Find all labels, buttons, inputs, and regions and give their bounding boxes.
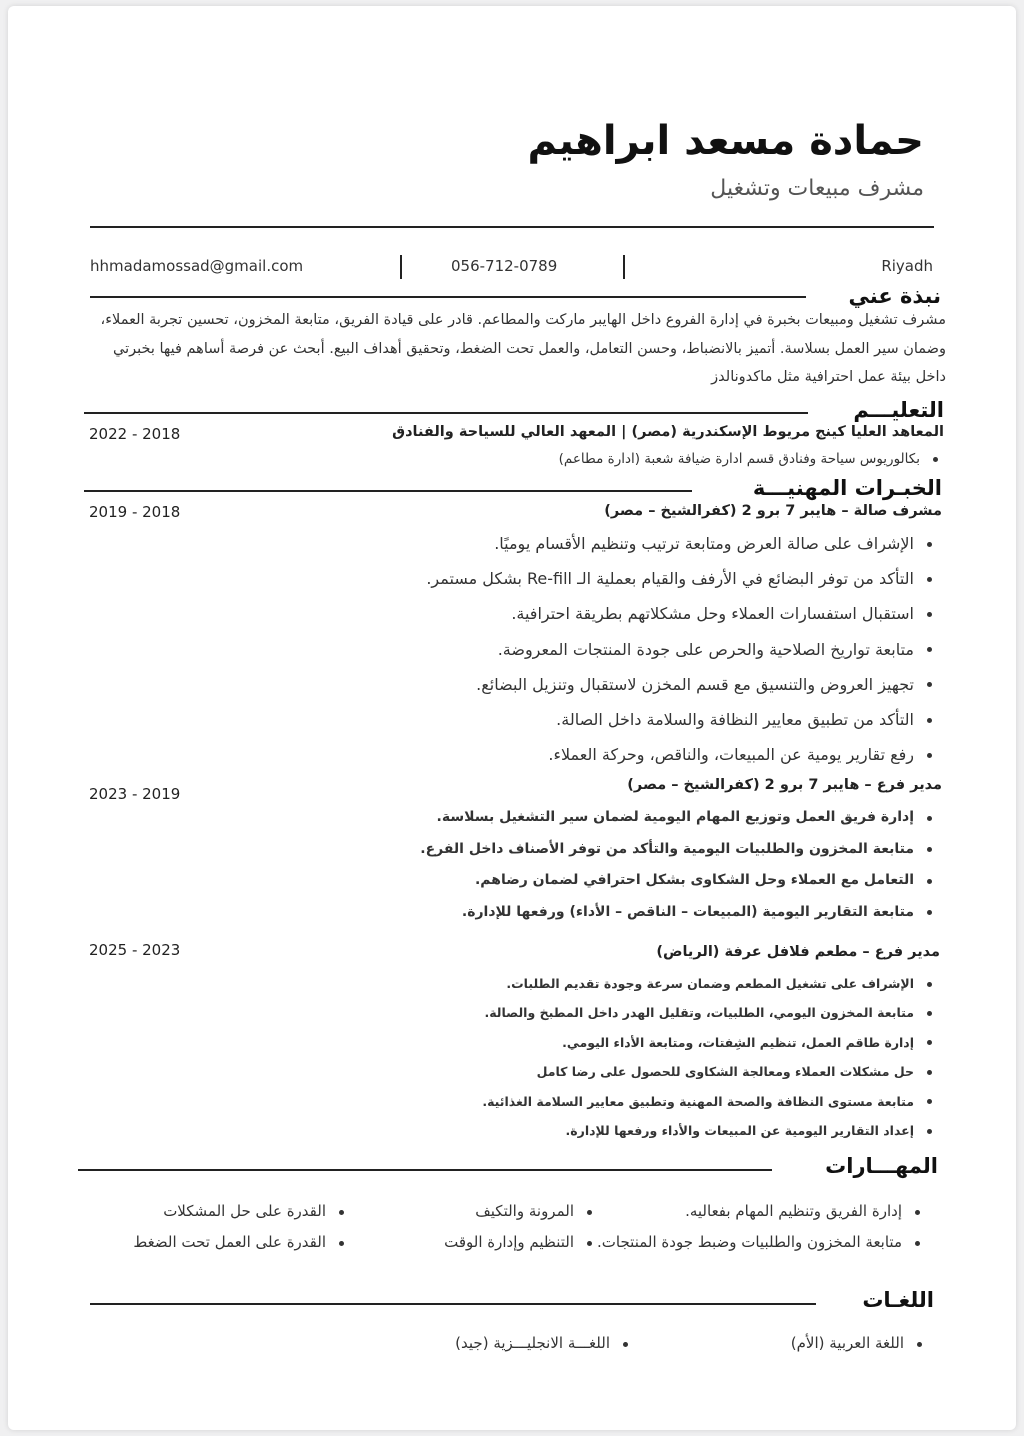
task-item: الإشراف على تشغيل المطعم وضمان سرعة وجودة تقديم الطلبات. xyxy=(482,969,938,998)
skills-column xyxy=(398,1196,598,1258)
contact-separator xyxy=(400,255,402,279)
job-title: مشرف مبيعات وتشغيل xyxy=(710,176,924,201)
job-tasks xyxy=(426,526,938,772)
job-tasks xyxy=(420,802,938,928)
contact-separator xyxy=(623,255,625,279)
task-item: التأكد من توفر البضائع في الأرفف والقيام بعملية الـ Re-fill بشكل مستمر. xyxy=(426,561,938,596)
task-item: التأكد من تطبيق معايير النظافة والسلامة داخل الصالة. xyxy=(426,702,938,737)
skill-item: القدرة على حل المشكلات xyxy=(90,1196,350,1227)
about-title: نبذة عني xyxy=(848,284,941,308)
job-role: مدير فرع – هايبر 7 برو 2 (كفرالشيخ – مصر) xyxy=(627,777,942,793)
education-divider xyxy=(84,412,808,414)
skill-item: المرونة والتكيف xyxy=(398,1196,598,1227)
task-item: تجهيز العروض والتنسيق مع قسم المخزن لاستقبال وتنزيل البضائع. xyxy=(426,667,938,702)
language-item: اللغة العربية (الأم) xyxy=(791,1328,928,1359)
skills-column xyxy=(90,1196,350,1258)
skills-title: المهـــارات xyxy=(825,1154,938,1178)
education-degree-list xyxy=(559,448,944,470)
resume-page xyxy=(8,6,1016,1430)
header-divider xyxy=(90,226,934,228)
task-item: إعداد التقارير اليومية عن المبيعات والأداء ورفعها للإدارة. xyxy=(482,1116,938,1145)
education-institution: المعاهد العليا كينج مريوط الإسكندرية (مصر) | المعهد العالي للسياحة والفنادق xyxy=(392,424,944,440)
task-item: متابعة مستوى النظافة والصحة المهنية وتطبيق معايير السلامة الغذائية. xyxy=(482,1087,938,1116)
languages-title: اللغـات xyxy=(862,1288,934,1312)
skill-item: التنظيم وإدارة الوقت xyxy=(398,1227,598,1258)
job-date: 2019 - 2018 xyxy=(89,503,181,521)
job-role: مدير فرع – مطعم فلافل عرفة (الرياض) xyxy=(656,944,940,960)
task-item: الإشراف على صالة العرض ومتابعة ترتيب وتنظيم الأقسام يوميًا. xyxy=(426,526,938,561)
job-tasks xyxy=(482,969,938,1145)
skill-item: القدرة على العمل تحت الضغط xyxy=(90,1227,350,1258)
task-item: متابعة التقارير اليومية (المبيعات – الناقص – الأداء) ورفعها للإدارة. xyxy=(420,897,938,929)
candidate-name: حمادة مسعد ابراهيم xyxy=(527,118,924,164)
languages-divider xyxy=(90,1303,816,1305)
task-item: حل مشكلات العملاء ومعالجة الشكاوى للحصول على رضا كامل xyxy=(482,1057,938,1086)
experience-title: الخبـرات المهنيـــة xyxy=(752,476,942,500)
about-divider xyxy=(90,296,806,298)
task-item: استقبال استفسارات العملاء وحل مشكلاتهم بطريقة احترافية. xyxy=(426,596,938,631)
education-degree: بكالوريوس سياحة وفنادق قسم ادارة ضيافة شعبة (ادارة مطاعم) xyxy=(559,448,944,470)
education-date: 2022 - 2018 xyxy=(89,425,181,443)
skill-item: متابعة المخزون والطلبيات وضبط جودة المنتجات. xyxy=(636,1227,926,1258)
job-date: 2023 - 2019 xyxy=(89,785,181,803)
skills-divider xyxy=(78,1169,772,1171)
task-item: متابعة المخزون اليومي، الطلبيات، وتقليل الهدر داخل المطبخ والصالة. xyxy=(482,998,938,1027)
language-item: اللغـــة الانجليـــزية (جيد) xyxy=(455,1328,634,1359)
job-date: 2025 - 2023 xyxy=(89,941,181,959)
skill-item: إدارة الفريق وتنظيم المهام بفعاليه. xyxy=(636,1196,926,1227)
task-item: التعامل مع العملاء وحل الشكاوى بشكل احترافي لضمان رضاهم. xyxy=(420,865,938,897)
language-list xyxy=(791,1328,928,1359)
skills-column xyxy=(597,1196,926,1258)
task-item: متابعة تواريخ الصلاحية والحرص على جودة المنتجات المعروضة. xyxy=(426,632,938,667)
about-text: مشرف تشغيل ومبيعات بخبرة في إدارة الفروع داخل الهايبر ماركت والمطاعم. قادر على قيادة الفريق، متابعة المخزون، تحسين تجربة العملاء، وضمان سير العمل بسلاسة. أتميز بالانضباط، وحسن التعامل، والعمل تحت الضغط، وتحقيق أهداف البيع. أبحث عن فرصة أساهم فيها بخبرتي داخل بيئة عمل احترافية مثل ماكدونالدز xyxy=(100,312,946,385)
job-role: مشرف صالة – هايبر 7 برو 2 (كفرالشيخ – مصر) xyxy=(604,503,942,519)
task-item: إدارة طاقم العمل، تنظيم الشِفتات، ومتابعة الأداء اليومي. xyxy=(482,1028,938,1057)
phone-text[interactable]: 056-712-0789 xyxy=(451,257,558,275)
task-item: رفع تقارير يومية عن المبيعات، والناقص، وحركة العملاء. xyxy=(426,737,938,772)
language-list xyxy=(455,1328,634,1359)
task-item: إدارة فريق العمل وتوزيع المهام اليومية لضمان سير التشغيل بسلاسة. xyxy=(420,802,938,834)
city-text: Riyadh xyxy=(881,257,933,275)
education-title: التعليـــم xyxy=(853,398,944,422)
email-text[interactable]: hhmadamossad@gmail.com xyxy=(90,257,304,275)
experience-divider xyxy=(84,490,692,492)
task-item: متابعة المخزون والطلبيات اليومية والتأكد من توفر الأصناف داخل الفرع. xyxy=(420,834,938,866)
